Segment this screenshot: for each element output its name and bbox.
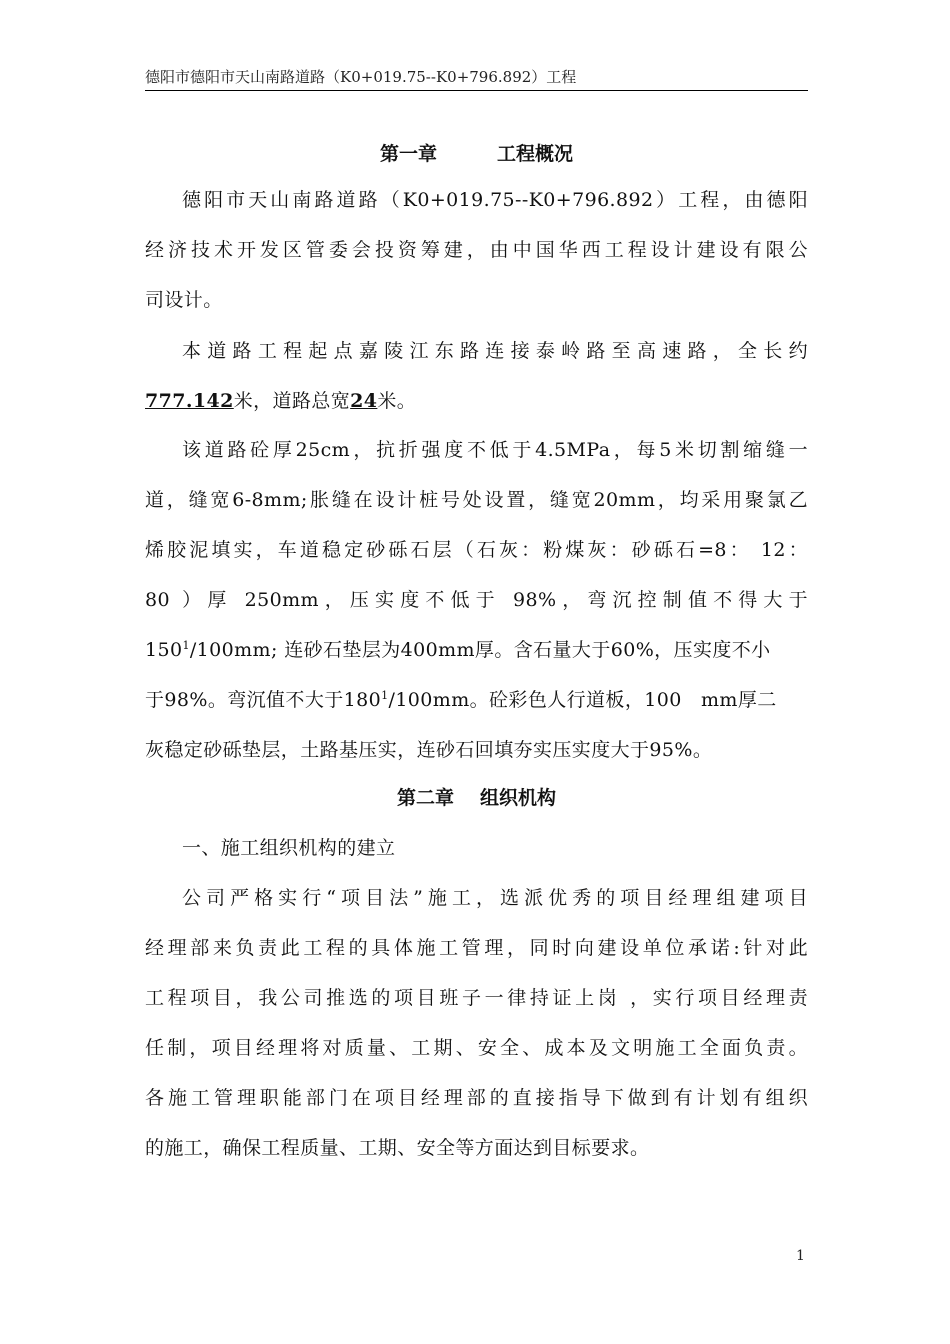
chapter-2-heading: [145, 786, 808, 810]
paragraph-line: [145, 389, 808, 413]
paragraph-line: 道，缝宽6-8mm;胀缝在设计桩号处设置，缝宽20mm，均采用聚氯乙: [145, 489, 808, 511]
text-span: /100mm。砼彩色人行道板，100 mm厚二: [388, 689, 777, 711]
text-span: 于98%。弯沉值不大于180: [145, 689, 382, 711]
paragraph-line: 本道路工程起点嘉陵江东路连接泰岭路至高速路，全长约: [182, 340, 808, 362]
road-width-value: 24: [350, 390, 378, 412]
paragraph-line: 灰稳定砂砾垫层，土路基压实，连砂石回填夯实压实度大于95%。: [145, 739, 713, 761]
text-span: 米，道路总宽: [233, 390, 351, 412]
chapter-1-heading: [145, 142, 808, 166]
text-span: 米。: [377, 390, 417, 412]
paragraph-line: 经济技术开发区管委会投资筹建，由中国华西工程设计建设有限公: [145, 239, 808, 261]
paragraph-line: 工程项目，我公司推选的项目班子一律持证上岗 ，实行项目经理责: [145, 987, 808, 1009]
paragraph-line: 的施工，确保工程质量、工期、安全等方面达到目标要求。: [145, 1137, 650, 1159]
paragraph-line: [145, 638, 808, 662]
paragraph-line: 德阳市天山南路道路（K0+019.75--K0+796.892）工程，由德阳: [182, 189, 808, 211]
text-span: /100mm; 连砂石垫层为400mm厚。含石量大于60%，压实度不小: [189, 639, 771, 661]
superscript: 1: [182, 639, 190, 652]
paragraph-line: 经理部来负责此工程的具体施工管理，同时向建设单位承诺:针对此: [145, 937, 808, 959]
page-number: 1: [796, 1248, 805, 1264]
paragraph-line: 公司严格实行“项目法”施工，选派优秀的项目经理组建项目: [182, 887, 808, 909]
road-length-value: 777.142: [145, 390, 234, 412]
paragraph-line: 80 ）厚 250mm，压实度不低于 98%，弯沉控制值不得大于: [145, 589, 808, 611]
chapter-1-number: 第一章: [379, 143, 437, 165]
page-header: 德阳市德阳市天山南路道路（K0+019.75--K0+796.892）工程: [145, 66, 808, 91]
superscript: 1: [381, 689, 389, 702]
text-span: 150: [145, 639, 183, 661]
paragraph-line: 任制，项目经理将对质量、工期、安全、成本及文明施工全面负责。: [145, 1037, 808, 1059]
chapter-2-number: 第二章: [396, 787, 454, 809]
paragraph-line: 各施工管理职能部门在项目经理部的直接指导下做到有计划有组织: [145, 1087, 808, 1109]
section-heading: 一、施工组织机构的建立: [182, 837, 396, 859]
paragraph-line: 烯胶泥填实，车道稳定砂砾石层（石灰：粉煤灰：砂砾石=8： 12：: [145, 539, 808, 561]
paragraph-line: 该道路砼厚25cm，抗折强度不低于4.5MPa，每5米切割缩缝一: [182, 439, 808, 461]
paragraph-line: [145, 688, 808, 712]
paragraph-line: 司设计。: [145, 289, 223, 311]
chapter-1-title: 工程概况: [497, 143, 574, 165]
chapter-2-title: 组织机构: [480, 787, 557, 809]
